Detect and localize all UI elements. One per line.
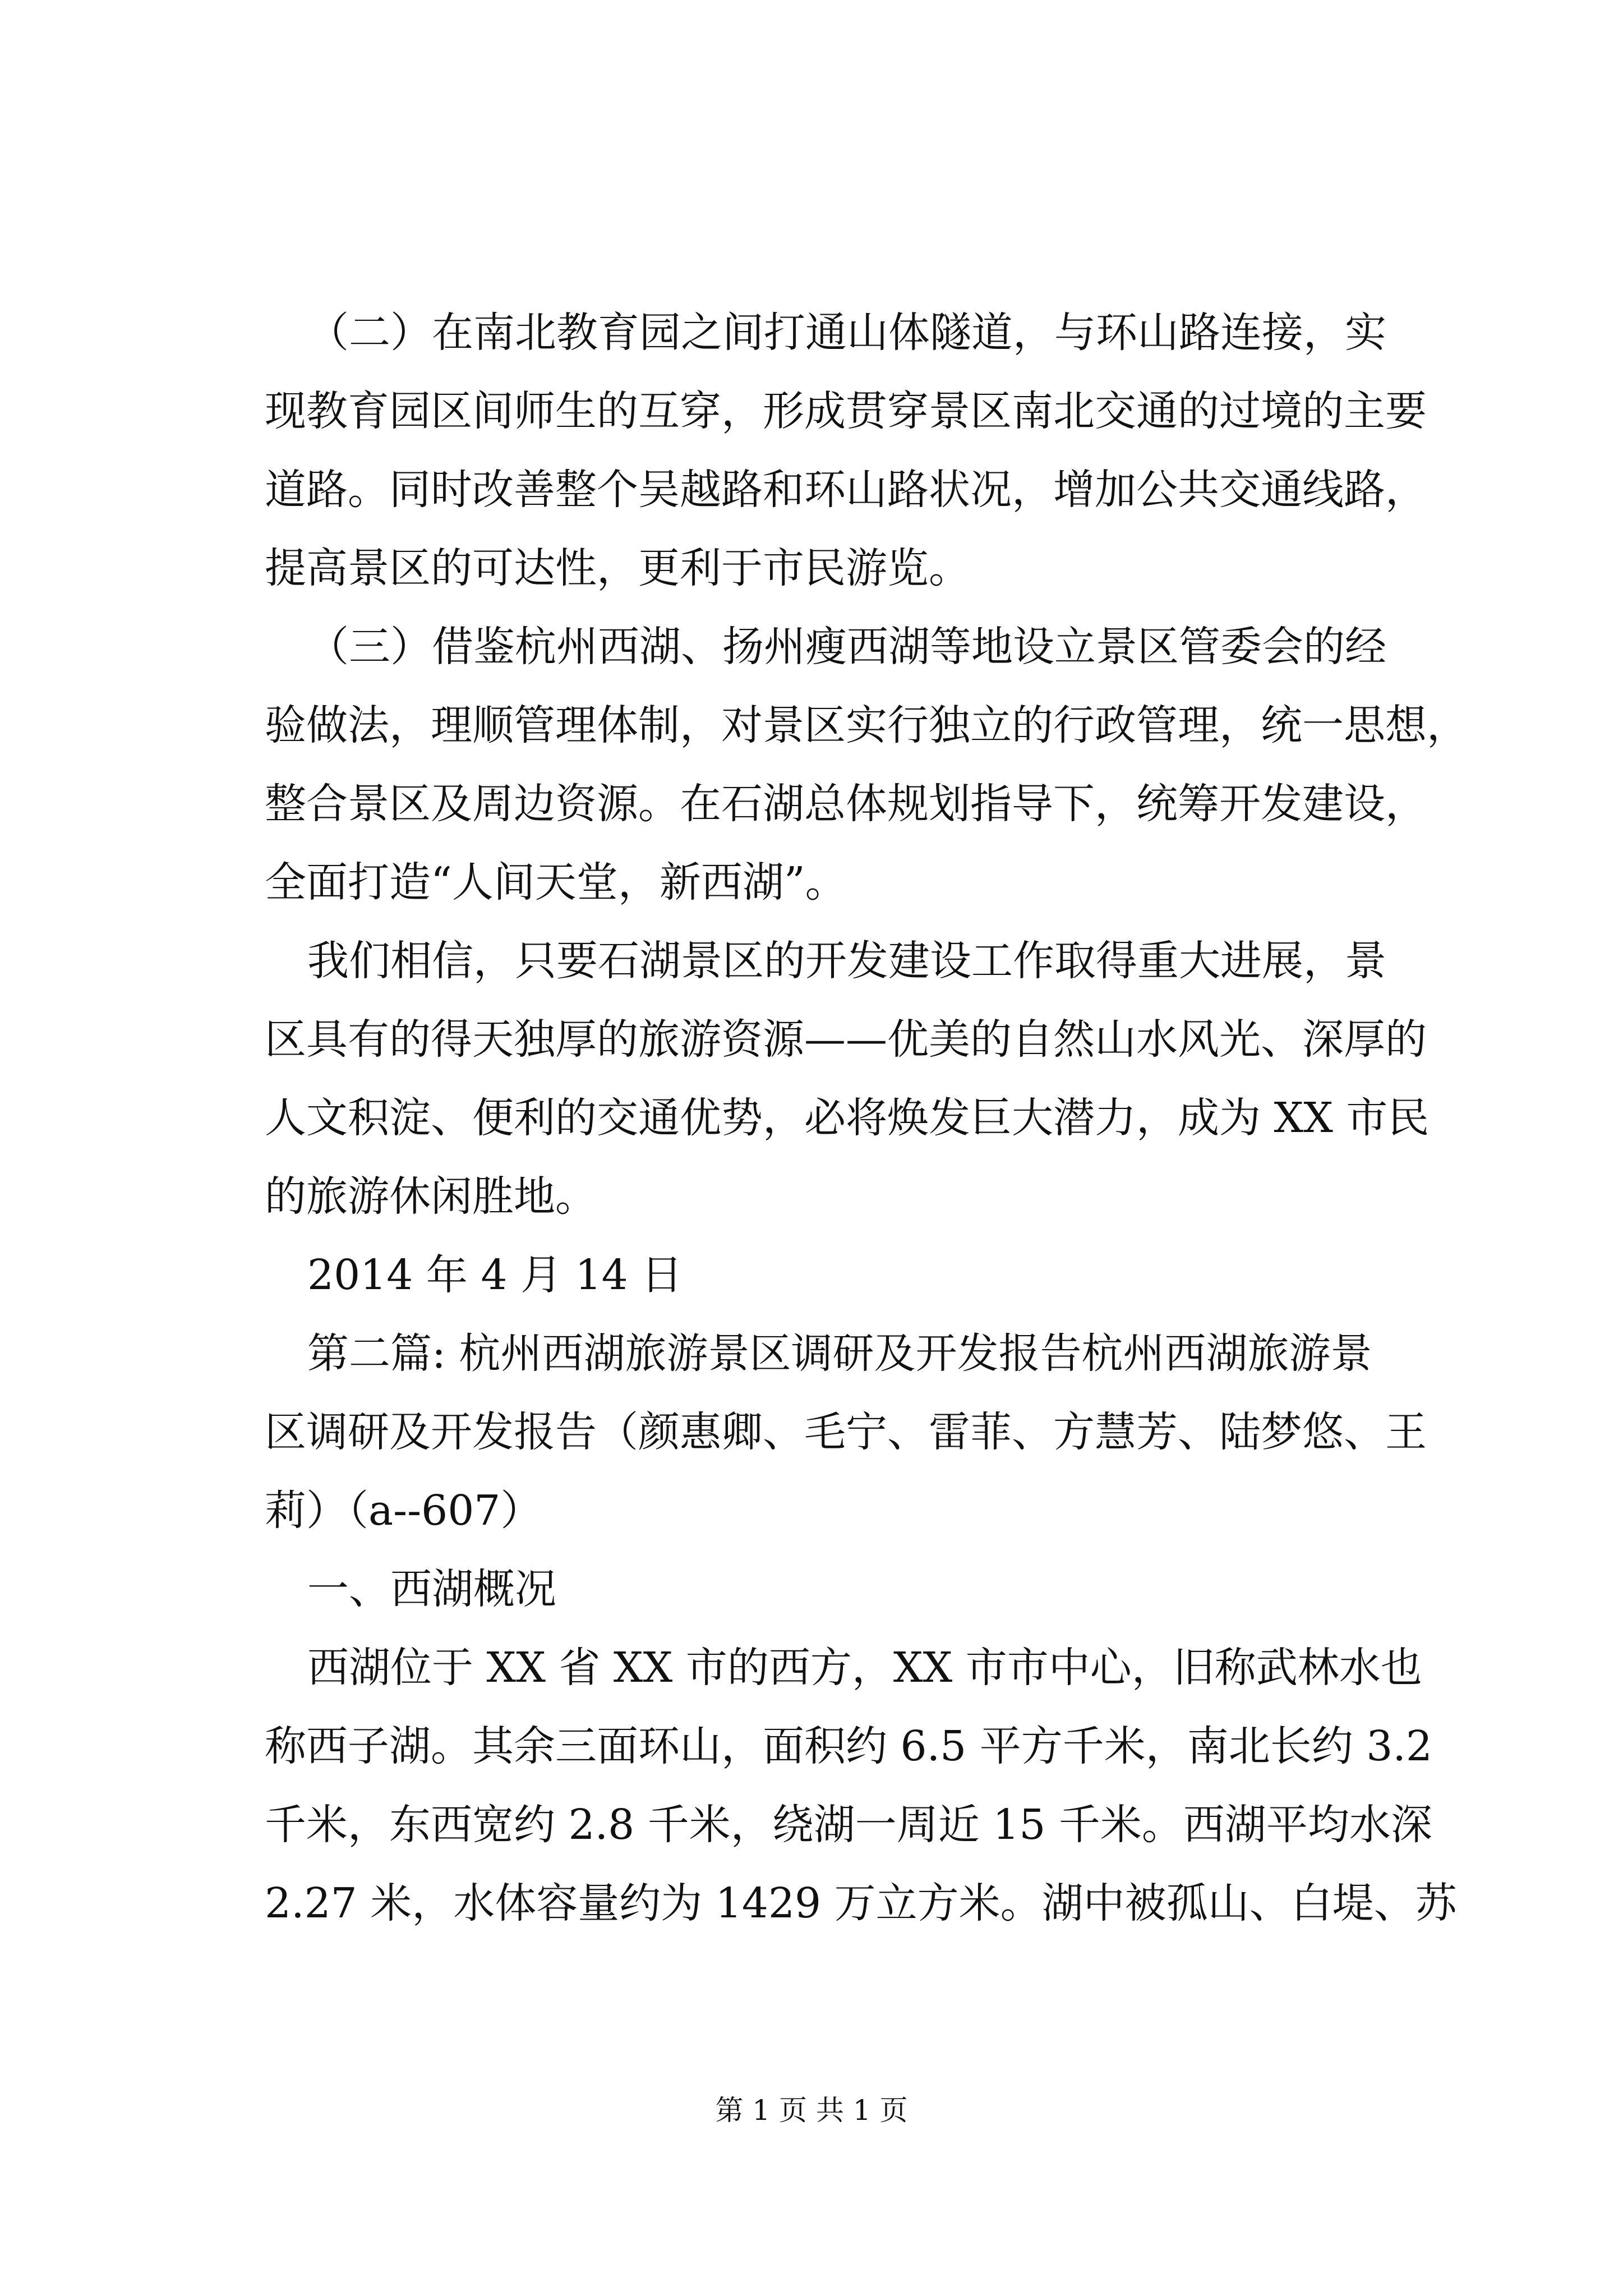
paragraph-line: 西湖位于 XX 省 XX 市的西方，XX 市市中心，旧称武林水也 (307, 1644, 1422, 1692)
section-title-line: 第二篇: 杭州西湖旅游景区调研及开发报告杭州西湖旅游景 (307, 1329, 1372, 1378)
paragraph-line: 区具有的得天独厚的旅游资源——优美的自然山水风光、深厚的 (265, 1015, 1427, 1064)
paragraph-line: 2.27 米，水体容量约为 1429 万立方米。湖中被孤山、白堤、苏 (265, 1879, 1457, 1927)
paragraph-line: 称西子湖。其余三面环山，面积约 6.5 平方千米，南北长约 3.2 (265, 1722, 1432, 1770)
date-line: 2014 年 4 月 14 日 (307, 1251, 683, 1299)
paragraph-line: （二）在南北教育园之间打通山体隧道，与环山路连接，实 (307, 309, 1386, 357)
paragraph-line: 现教育园区间师生的互穿，形成贯穿景区南北交通的过境的主要 (265, 387, 1427, 435)
paragraph-line: （三）借鉴杭州西湖、扬州瘦西湖等地设立景区管委会的经 (307, 623, 1386, 671)
section-title-line: 莉）（a--607） (265, 1487, 542, 1535)
paragraph-line: 提高景区的可达性，更利于市民游览。 (265, 544, 970, 592)
paragraph-line: 整合景区及周边资源。在石湖总体规划指导下，统筹开发建设， (265, 780, 1427, 828)
paragraph-line: 千米，东西宽约 2.8 千米，绕湖一周近 15 千米。西湖平均水深 (265, 1801, 1432, 1849)
page-footer: 第 1 页 共 1 页 (715, 2094, 908, 2127)
paragraph-line: 的旅游休闲胜地。 (265, 1172, 597, 1221)
heading-line: 一、西湖概况 (307, 1565, 556, 1613)
section-title-line: 区调研及开发报告（颜惠卿、毛宁、雷菲、方慧芳、陆梦悠、王 (265, 1408, 1427, 1456)
paragraph-line: 人文积淀、便利的交通优势，必将焕发巨大潜力，成为 XX 市民 (265, 1094, 1430, 1142)
paragraph-line: 验做法，理顺管理体制，对景区实行独立的行政管理，统一思想， (265, 701, 1468, 749)
paragraph-line: 全面打造“人间天堂，新西湖”。 (265, 858, 847, 907)
paragraph-line: 道路。同时改善整个吴越路和环山路状况，增加公共交通线路， (265, 466, 1427, 514)
paragraph-line: 我们相信，只要石湖景区的开发建设工作取得重大进展，景 (307, 937, 1386, 985)
